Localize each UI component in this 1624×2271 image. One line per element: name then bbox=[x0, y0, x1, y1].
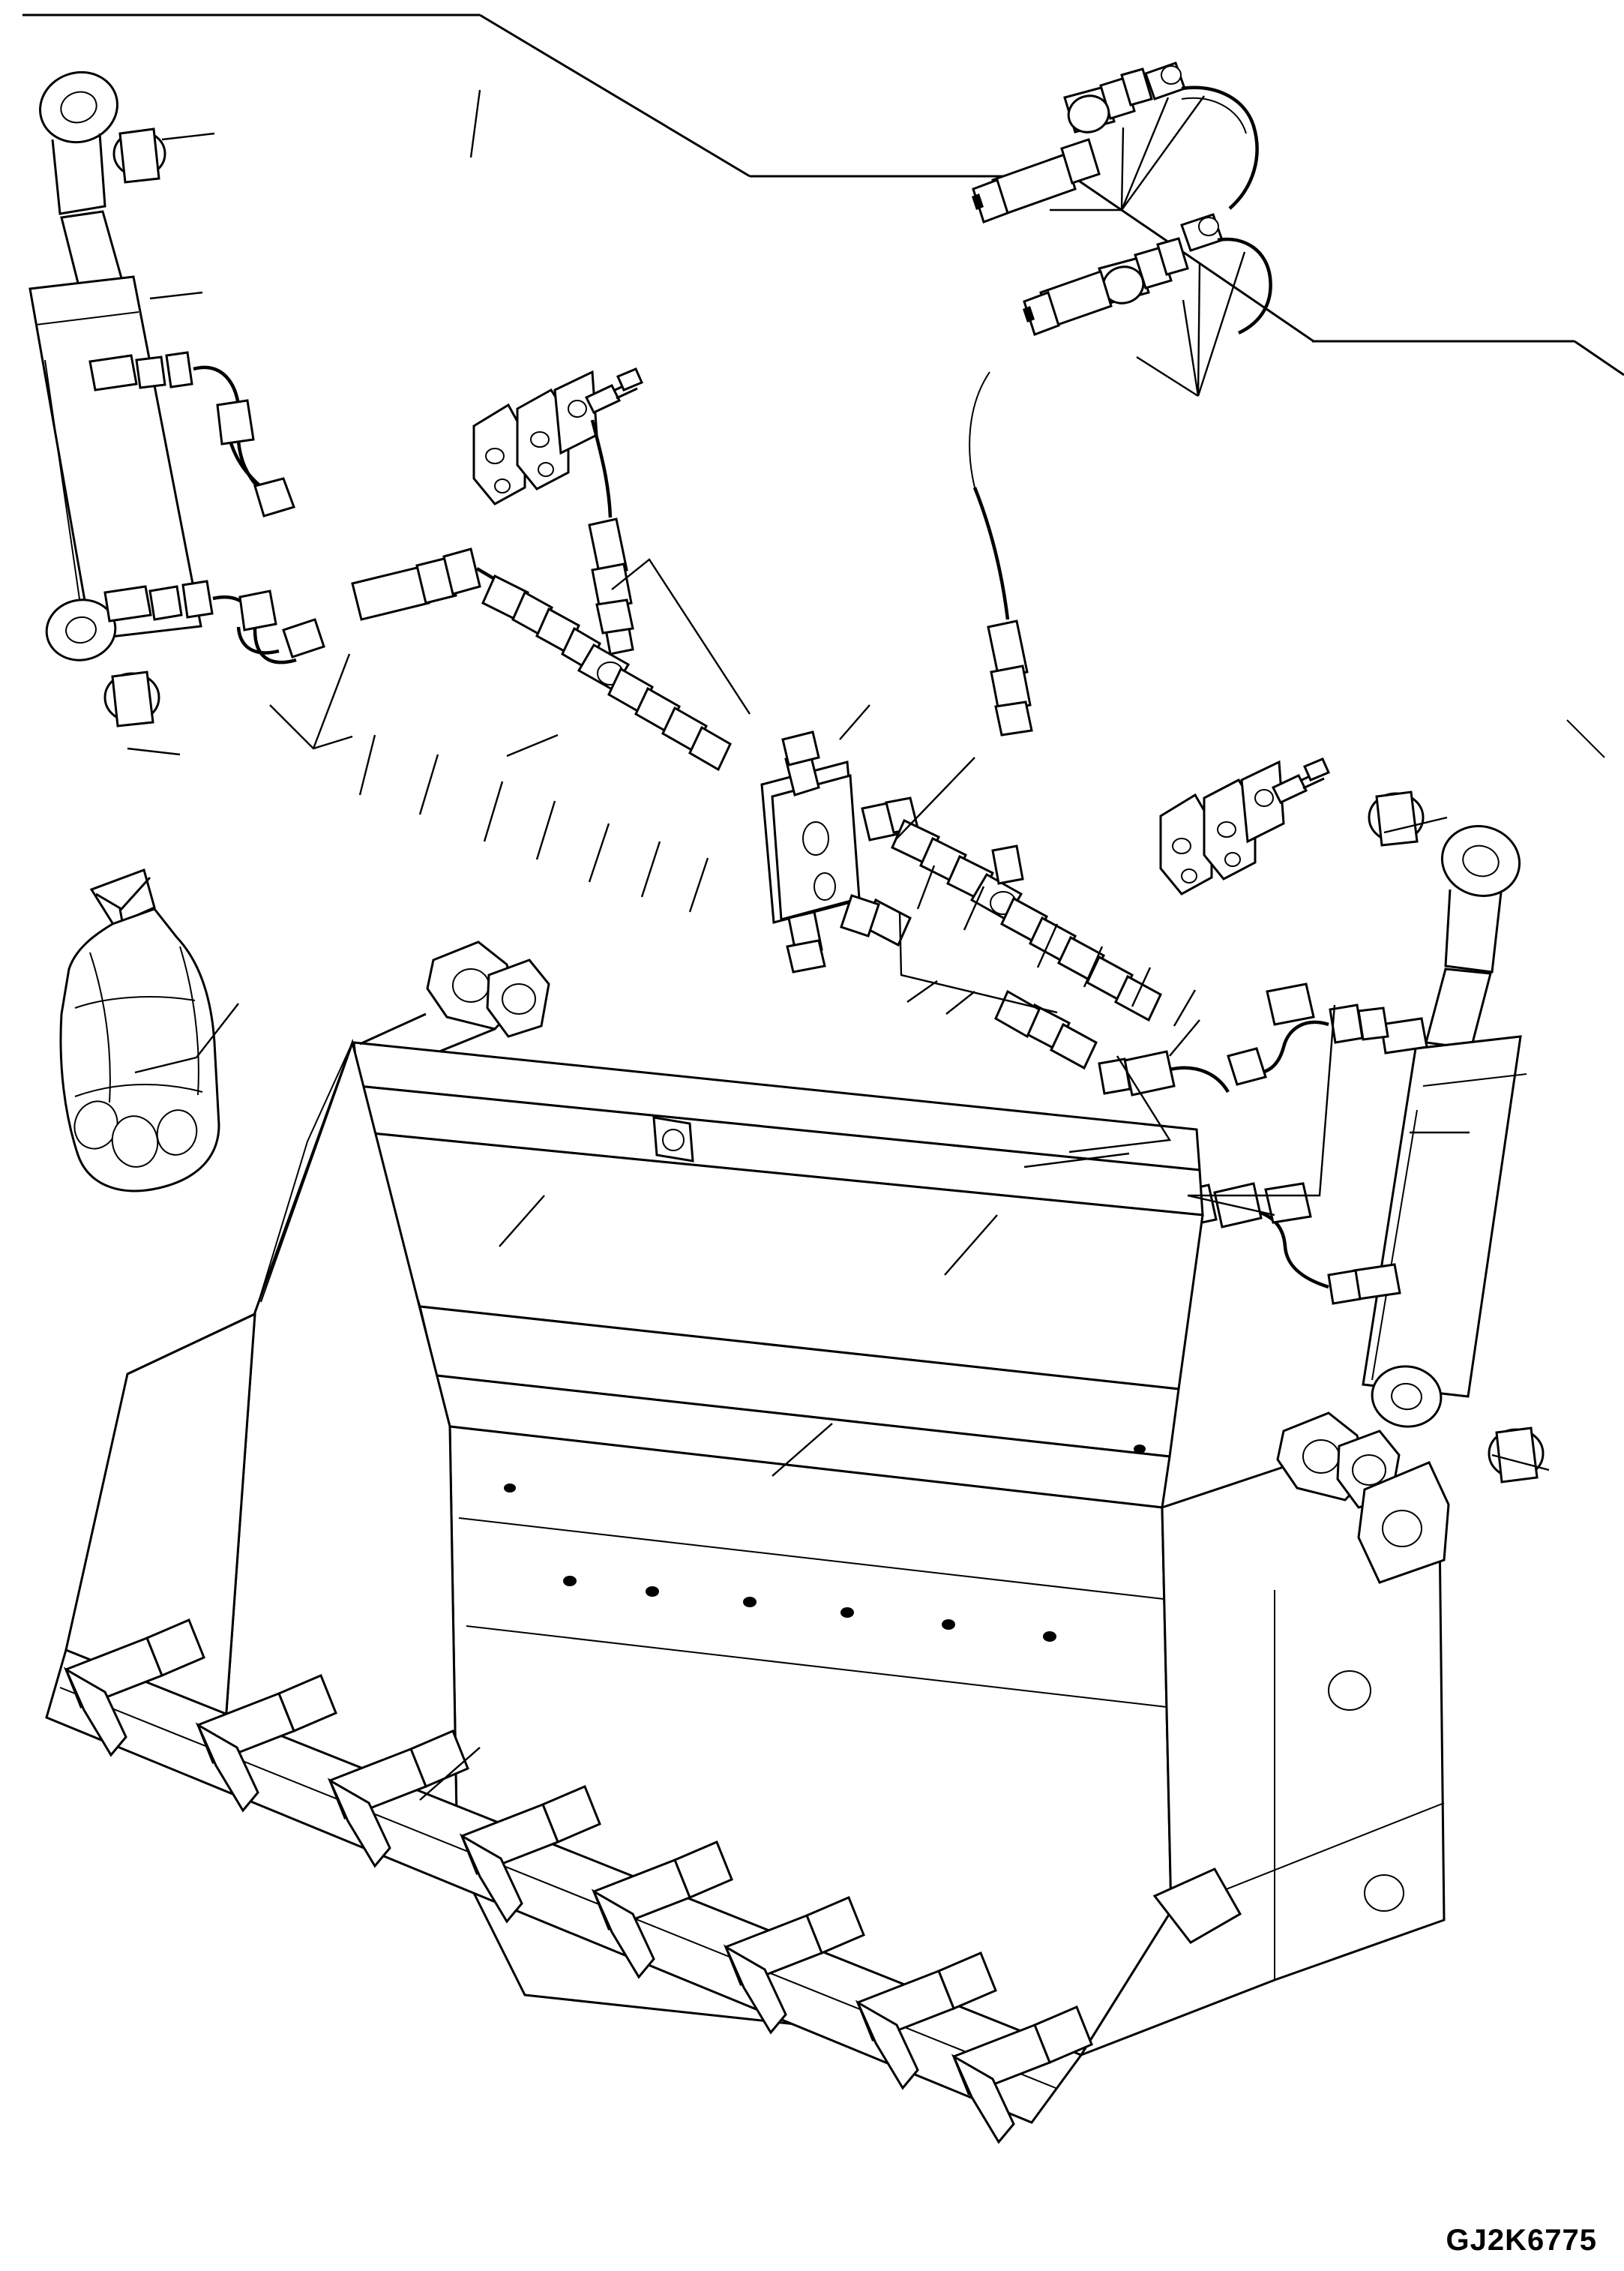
control-valve-block bbox=[762, 732, 859, 972]
hose-assembly-right-upper bbox=[1228, 984, 1388, 1084]
mounting-bracket-right bbox=[1161, 759, 1329, 894]
hydraulic-cylinder-left bbox=[30, 62, 201, 726]
drawing-number: GJ2K6775 bbox=[1446, 2224, 1597, 2257]
bucket-assembly bbox=[46, 942, 1449, 2142]
parts-bag bbox=[61, 870, 219, 1191]
frame-reference-lines bbox=[22, 15, 1624, 758]
mounting-bracket-left bbox=[474, 369, 642, 504]
hydraulic-cylinder-right bbox=[1354, 792, 1543, 1482]
